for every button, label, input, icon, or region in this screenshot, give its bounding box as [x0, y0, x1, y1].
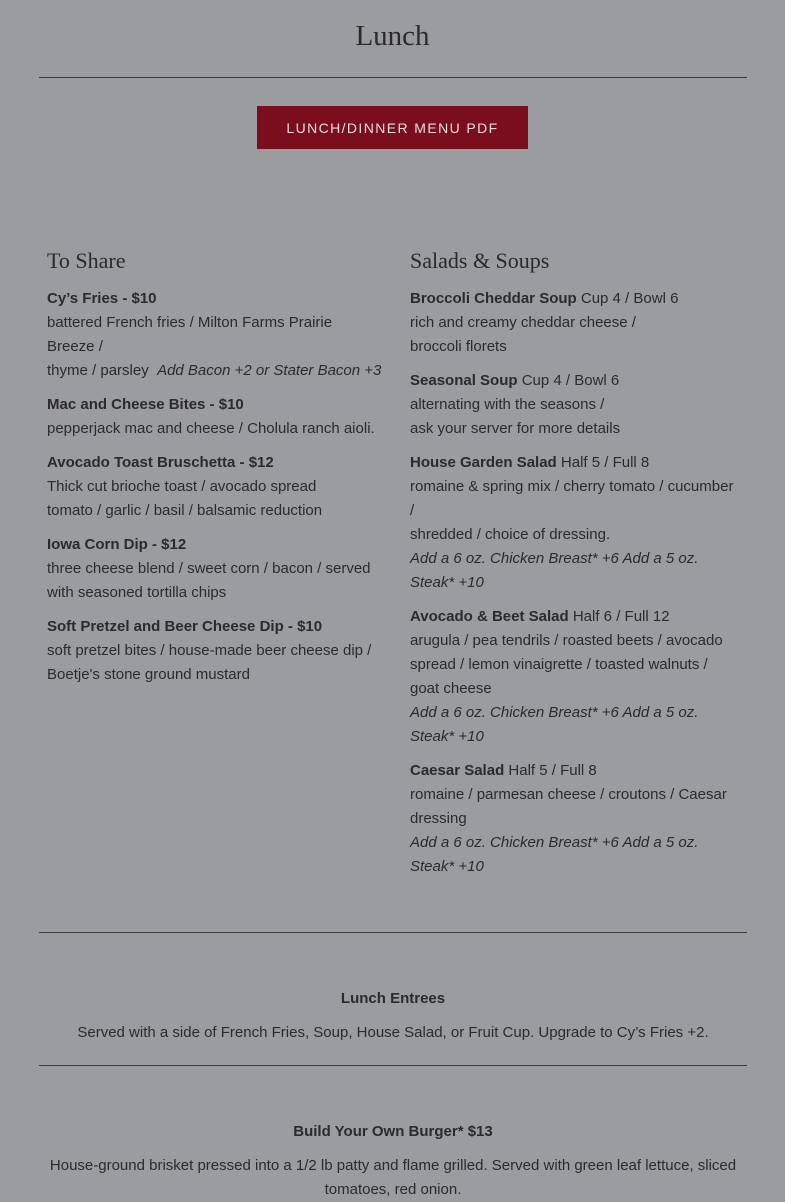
item-price: Half 5 / Full 8 [508, 762, 597, 779]
item-name: Broccoli Cheddar Soup [410, 290, 577, 307]
item-name: Avocado & Beet Salad [410, 608, 569, 625]
item-price: Cup 4 / Bowl 6 [521, 372, 620, 389]
item-description: rich and creamy cheddar cheese / [410, 314, 636, 331]
item-price: Half 6 / Full 12 [572, 608, 670, 625]
divider [39, 1065, 747, 1066]
item-description: alternating with the seasons / [410, 396, 605, 413]
item-addon: Add Bacon +2 or Stater Bacon +3 [157, 362, 382, 379]
item-name: Caesar Salad [410, 762, 505, 779]
menu-item [47, 615, 382, 687]
item-description: broccoli florets [410, 338, 507, 355]
item-description: tomato / garlic / basil / balsamic reduction [47, 502, 323, 519]
burger-heading: Build Your Own Burger* $13 [293, 1123, 493, 1140]
menu-item [410, 369, 740, 441]
item-description: ask your server for more details [410, 420, 621, 437]
item-name: House Garden Salad [410, 454, 557, 471]
divider [39, 932, 747, 933]
menu-item [410, 759, 740, 879]
page-title: Lunch [355, 20, 430, 52]
lunch-entrees-heading: Lunch Entrees [340, 990, 446, 1007]
menu-pdf-button[interactable]: LUNCH/DINNER MENU PDF [257, 106, 528, 149]
item-description: Boetje's stone ground mustard [47, 666, 250, 683]
menu-item [47, 287, 382, 383]
section-heading: Salads & Soups [410, 248, 550, 273]
item-name: Cy’s Fries - $10 [47, 290, 157, 307]
item-description: shredded / choice of dressing. [410, 526, 611, 543]
item-name: Mac and Cheese Bites - $10 [47, 396, 244, 413]
menu-item [47, 393, 382, 441]
item-description: romaine & spring mix / cherry tomato / cucumber / [410, 478, 734, 519]
item-addon: Add a 6 oz. Chicken Breast* +6 Add a 5 oz. Steak* +10 [410, 704, 699, 745]
item-description: battered French fries / Milton Farms Prairie Breeze / [47, 314, 333, 355]
item-description: romaine / parmesan cheese / croutons / Caesar dressing [410, 786, 727, 827]
item-description: thyme / parsley [47, 362, 149, 379]
salads-soups-section [410, 246, 740, 889]
item-addon: Add a 6 oz. Chicken Breast* +6 Add a 5 oz. Steak* +10 [410, 834, 699, 875]
item-description: pepperjack mac and cheese / Cholula ranch aioli. [47, 420, 375, 437]
menu-item [47, 451, 382, 523]
menu-item [410, 287, 740, 359]
divider [39, 77, 747, 78]
item-name: Soft Pretzel and Beer Cheese Dip - $10 [47, 618, 323, 635]
menu-item [47, 533, 382, 605]
item-price: Cup 4 / Bowl 6 [580, 290, 679, 307]
menu-item [410, 451, 740, 595]
item-price: Half 5 / Full 8 [560, 454, 650, 471]
item-name: Iowa Corn Dip - $12 [47, 536, 187, 553]
menu-item [410, 605, 740, 749]
item-description: arugula / pea tendrils / roasted beets / avocado spread / lemon vinaigrette / toasted walnuts / goat cheese [410, 632, 723, 697]
item-addon: Add a 6 oz. Chicken Breast* +6 Add a 5 oz. Steak* +10 [410, 550, 699, 591]
item-name: Seasonal Soup [410, 372, 518, 389]
item-description: Thick cut brioche toast / avocado spread [47, 478, 317, 495]
to-share-section [47, 246, 382, 697]
item-description: three cheese blend / sweet corn / bacon / served with seasoned tortilla chips [47, 560, 371, 601]
section-heading: To Share [47, 248, 126, 273]
item-description: soft pretzel bites / house-made beer cheese dip / [47, 642, 372, 659]
lunch-entrees-note: Served with a side of French Fries, Soup, House Salad, or Fruit Cup. Upgrade to Cy’s Fries +2. [77, 1024, 709, 1041]
item-name: Avocado Toast Bruschetta - $12 [47, 454, 274, 471]
burger-description: House-ground brisket pressed into a 1/2 lb patty and flame grilled. Served with green leaf lettuce, sliced tomatoes, red onion. [49, 1157, 737, 1198]
